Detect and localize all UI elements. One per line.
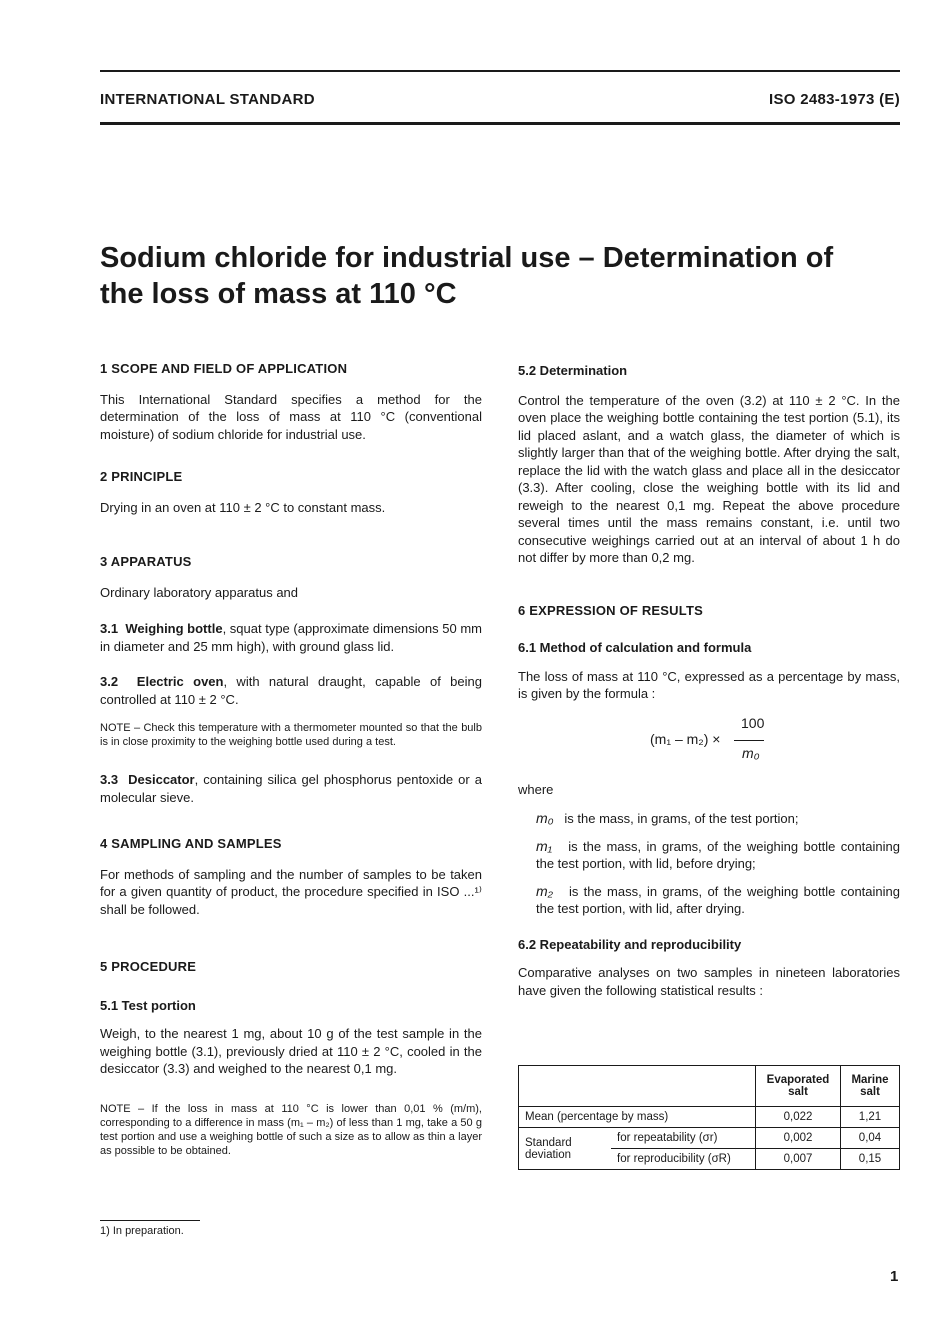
item-3-2-text: , with natural draught, capable of being controlled at 110 ± 2 °C. (100, 674, 482, 707)
header-standard-label: INTERNATIONAL STANDARD (100, 91, 315, 108)
formula-numerator: 100 (741, 714, 765, 731)
item-3-3-number: 3.3 (100, 772, 119, 787)
footnote: 1) In preparation. (100, 1225, 184, 1237)
formula-left: (m₁ – m₂) × (650, 730, 721, 747)
document-title (100, 240, 900, 312)
section-5-1-heading: 5.1 Test portion (100, 997, 196, 1013)
section-5-2-text: Control the temperature of the oven (3.2) at 110 ± 2 °C. In the oven place the weighing bottle containing the test portion (5.1), its lid placed aslant, and a watch glass, the diameter of which is slightly larger than that of the weighing bottle. After drying the salt, replace the lid with the watch glass and place all in the desiccator (3.3). After cooling, close the weighing bottle with its lid and reweigh to the nearest 0,1 mg. Repeat the above procedure several times until the mass remains constant, i.e. until two consecutive weighings carried out at an interval of about 1 h do not differ by more than 0,2 mg. (518, 392, 900, 565)
reproducibility-evaporated: 0,007 (756, 1149, 841, 1170)
section-5-1-text: Weigh, to the nearest 1 mg, about 10 g of the test sample in the weighing bottle (3.1), previously dried at 110 ± 2 °C, cooled in the desiccator (3.3) and weighed to the nearest 0,1 mg. (100, 1026, 482, 1076)
mean-marine: 1,21 (841, 1107, 900, 1128)
row-repeatability-label: for repeatability (σr) (611, 1128, 756, 1149)
section-6-1-heading: 6.1 Method of calculation and formula (518, 640, 752, 655)
item-3-2-term: Electric oven (136, 674, 224, 689)
table-row-mean (519, 1107, 900, 1128)
test-portion-note: NOTE – If the loss in mass at 110 °C is lower than 0,01 % (m/m), corresponding to a difference in mass (m₁ – m₂) of less than 1 mg, take a 50 g test portion and use a weighing bottle of such a size as to allow as thin a layer as possible to be obtained. (100, 1102, 482, 1157)
fraction-bar (734, 740, 764, 741)
right-column (518, 362, 900, 999)
section-5-heading: 5 PROCEDURE (100, 959, 197, 974)
section-6-1-text: The loss of mass at 110 °C, expressed as a percentage by mass, is given by the formula : (518, 668, 900, 701)
definition-m1 (518, 838, 900, 873)
title-line-2: the loss of mass at 110 °C (100, 278, 457, 310)
item-3-2-number: 3.2 (100, 674, 119, 689)
symbol-m0: m₀ (536, 810, 554, 826)
col-marine-salt: Marine salt (841, 1066, 900, 1107)
header-standard-number: ISO 2483-1973 (E) (768, 91, 900, 108)
definition-m0-text: is the mass, in grams, of the test portion; (564, 811, 799, 826)
header-bottom-rule (100, 122, 900, 125)
item-3-2 (100, 673, 482, 708)
symbol-m1: m₁ (536, 837, 553, 854)
standard-deviation-label: Standard deviation (519, 1128, 612, 1170)
item-3-3 (100, 771, 482, 806)
item-3-3-text: , containing silica gel phosphorus pentoxide or a molecular sieve. (100, 772, 482, 805)
section-6-heading: 6 EXPRESSION OF RESULTS (518, 602, 703, 618)
statistics-table (518, 1065, 900, 1170)
section-4-heading: 4 SAMPLING AND SAMPLES (100, 836, 282, 851)
header-top-rule (100, 70, 900, 72)
row-mean-label: Mean (percentage by mass) (519, 1107, 756, 1128)
item-3-1-text: , squat type (approximate dimensions 50 mm in diameter and 25 mm high), with ground glass lid. (100, 621, 482, 654)
definition-m0 (518, 810, 900, 828)
page-number: 1 (890, 1268, 899, 1285)
item-3-1-term: Weighing bottle (125, 621, 223, 636)
col-evaporated-salt: Evaporated salt (756, 1066, 841, 1107)
section-1-heading: 1 SCOPE AND FIELD OF APPLICATION (100, 361, 348, 376)
repeatability-marine: 0,04 (841, 1128, 900, 1149)
where-label: where (518, 781, 554, 797)
section-2-heading: 2 PRINCIPLE (100, 469, 183, 484)
repeatability-evaporated: 0,002 (756, 1128, 841, 1149)
section-1-text: This International Standard specifies a method for the determination of the loss of mass at 110 °C (conventional moisture) of sodium chloride for industrial use. (100, 391, 482, 442)
footnote-rule (100, 1220, 200, 1221)
section-3-text: Ordinary laboratory apparatus and (100, 584, 299, 600)
item-3-1 (100, 620, 482, 655)
reproducibility-marine: 0,15 (841, 1149, 900, 1170)
loss-of-mass-formula (518, 715, 900, 773)
left-column (100, 360, 482, 1158)
section-6-2-text: Comparative analyses on two samples in nineteen laboratories have given the following statistical results : (518, 965, 900, 998)
row-reproducibility-label: for reproducibility (σR) (611, 1149, 756, 1170)
table-header-row (519, 1066, 900, 1107)
symbol-m2: m₂ (536, 882, 554, 899)
section-5-2-heading: 5.2 Determination (518, 363, 628, 378)
section-3-heading: 3 APPARATUS (100, 554, 192, 569)
section-6-2-heading: 6.2 Repeatability and reproducibility (518, 936, 742, 952)
mean-evaporated: 0,022 (756, 1107, 841, 1128)
oven-note: NOTE – Check this temperature with a thermometer mounted so that the bulb is in close proximity to the weighing bottle used during a test. (100, 722, 482, 748)
definition-m1-text: is the mass, in grams, of the weighing bottle containing the test portion, with lid, before drying; (536, 838, 900, 871)
definition-m2 (518, 883, 900, 918)
definition-m2-text: is the mass, in grams, of the weighing bottle containing the test portion, with lid, after drying. (536, 883, 900, 916)
title-line-1: Sodium chloride for industrial use – Determination of (100, 242, 834, 274)
section-2-text: Drying in an oven at 110 ± 2 °C to constant mass. (100, 499, 386, 515)
item-3-3-term: Desiccator (128, 772, 195, 787)
item-3-1-number: 3.1 (100, 621, 119, 636)
formula-denominator: m₀ (742, 744, 760, 761)
section-4-text: For methods of sampling and the number of samples to be taken for a given quantity of product, the procedure specified in ISO ...¹⁾ shall be followed. (100, 866, 482, 917)
table-corner-cell (519, 1066, 756, 1107)
table-row-repeatability (519, 1128, 900, 1149)
